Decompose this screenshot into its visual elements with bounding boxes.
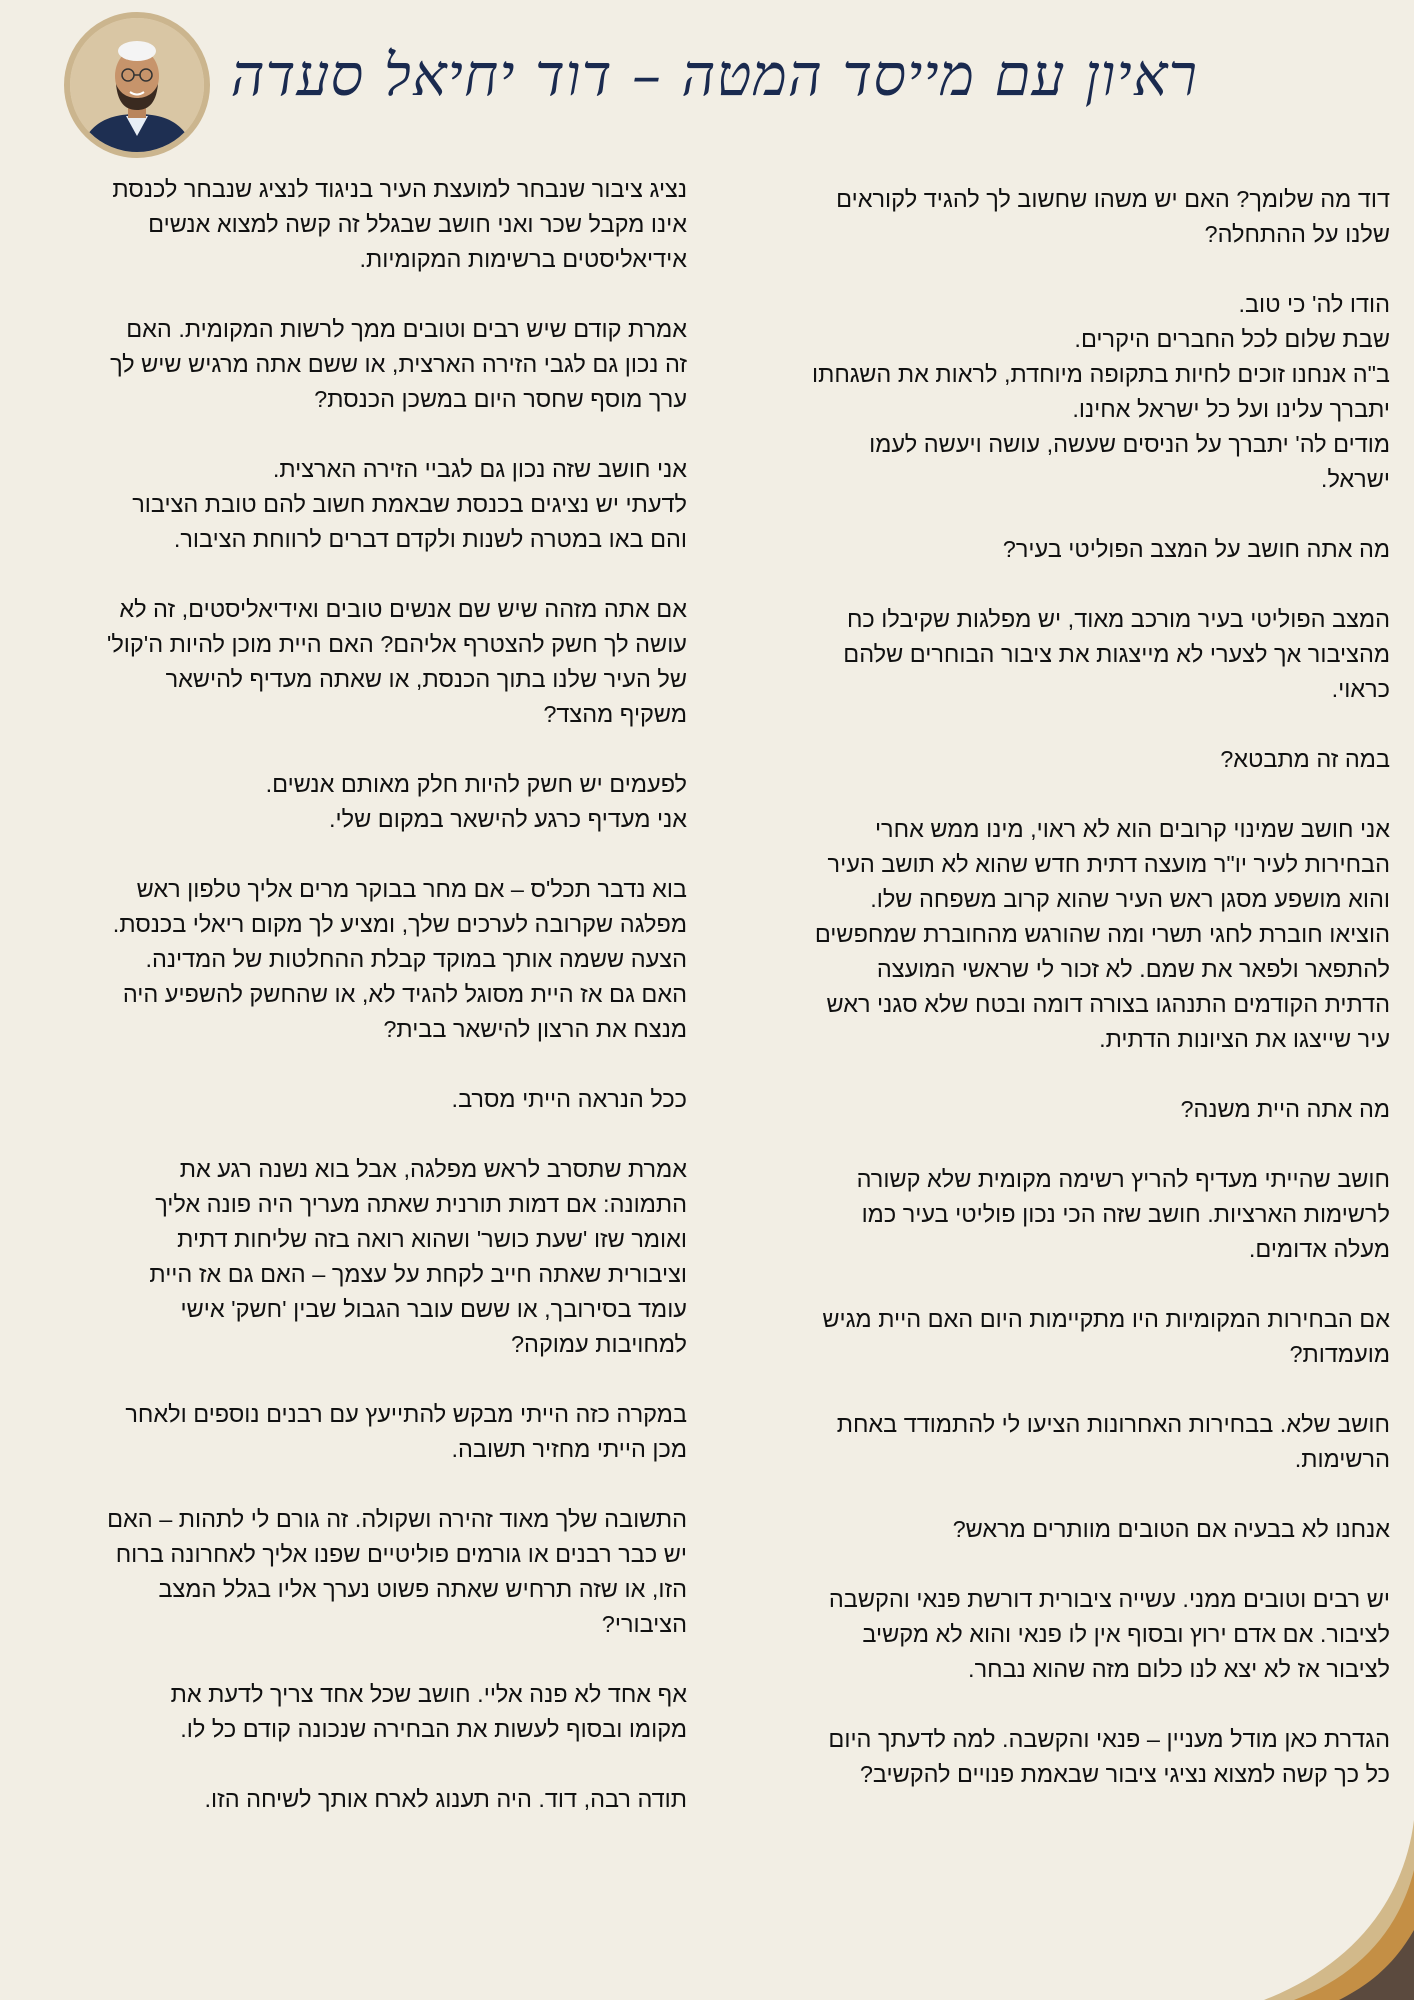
paragraph: דוד מה שלומך? האם יש משהו שחשוב לך להגיד לקוראים שלנו על ההתחלה?: [836, 186, 1390, 247]
paragraph: אמרת שתסרב לראש מפלגה, אבל בוא נשנה רגע את התמונה: אם דמות תורנית שאתה מעריך היה פונה אליך ואומר שזו 'שעת כושר' ושהוא רואה בזה שליחות דתית וציבורית שאתה חייב לקחת על עצמך – האם גם אז היית עומד בסירובך, או ששם עובר הגבול שבין 'חשק' אישי למחויבות עמוקה?: [149, 1156, 687, 1357]
interview-column-left: [23, 172, 687, 1852]
paragraph: הגדרת כאן מודל מעניין – פנאי והקשבה. למה לדעתך היום כל כך קשה למצוא נציגי ציבור שבאמת פנויים להקשיב?: [828, 1726, 1390, 1787]
paragraph: מה אתה חושב על המצב הפוליטי בעיר?: [1002, 536, 1390, 562]
paragraph: אני חושב שזה נכון גם לגביי הזירה הארצית. לדעתי יש נציגים בכנסת שבאמת חשוב להם טובת הציבור והם באו במטרה לשנות ולקדם דברים לרווחת הציבור.: [132, 456, 687, 552]
paragraph: אנחנו לא בבעיה אם הטובים מוותרים מראש?: [952, 1516, 1390, 1542]
paragraph: התשובה שלך מאוד זהירה ושקולה. זה גורם לי לתהות – האם יש כבר רבנים או גורמים פוליטיים שפנו אליך לאחרונה ברוח הזו, או שזה תרחיש שאתה פשוט נערך אליו בגלל המצב הציבורי?: [107, 1506, 687, 1637]
paragraph: במה זה מתבטא?: [1220, 746, 1390, 772]
paragraph: במקרה כזה הייתי מבקש להתייעץ עם רבנים נוספים ולאחר מכן הייתי מחזיר תשובה.: [125, 1401, 687, 1462]
paragraph: אם אתה מזהה שיש שם אנשים טובים ואידיאליסטים, זה לא עושה לך חשק להצטרף אליהם? האם היית מוכן להיות ה'קול' של העיר שלנו בתוך הכנסת, או שאתה מעדיף להישאר משקיף מהצד?: [106, 596, 687, 727]
paragraph: ככל הנראה הייתי מסרב.: [451, 1086, 687, 1112]
paragraph: חושב שהייתי מעדיף להריץ רשימה מקומית שלא קשורה לרשימות הארציות. חושב שזה הכי נכון פוליטי בעיר כמו מעלה אדומים.: [856, 1166, 1390, 1262]
paragraph: תודה רבה, דוד. היה תענוג לארח אותך לשיחה הזו.: [204, 1786, 687, 1812]
paragraph: אם הבחירות המקומיות היו מתקיימות היום האם היית מגיש מועמדות?: [822, 1306, 1390, 1367]
interview-column-right: [698, 182, 1390, 1827]
paragraph: לפעמים יש חשק להיות חלק מאותם אנשים. אני מעדיף כרגע להישאר במקום שלי.: [265, 771, 687, 832]
paragraph: מה אתה היית משנה?: [1180, 1096, 1390, 1122]
paragraph: בוא נדבר תכל'ס – אם מחר בבוקר מרים אליך טלפון ראש מפלגה שקרובה לערכים שלך, ומציע לך מקום ריאלי בכנסת. הצעה ששמה אותך במוקד קבלת ההחלטות של המדינה. האם גם אז היית מסוגל להגיד לא, או שהחשק להשפיע היה מנצח את הרצון להישאר בבית?: [112, 876, 687, 1042]
paragraph: חושב שלא. בבחירות האחרונות הציעו לי להתמודד באחת הרשימות.: [836, 1411, 1390, 1472]
portrait-icon: [70, 18, 204, 152]
paragraph: הודו לה' כי טוב. שבת שלום לכל החברים היקרים. ב"ה אנחנו זוכים לחיות בתקופה מיוחדת, לראות את השגחתו יתברך עלינו ועל כל ישראל אחינו. מודים לה' יתברך על הניסים שעשה, עושה ויעשה לעמו ישראל.: [812, 291, 1390, 492]
paragraph: אני חושב שמינוי קרובים הוא לא ראוי, מינו ממש אחרי הבחירות לעיר יו"ר מועצה דתית חדש שהוא לא תושב העיר והוא מושפע מסגן ראש העיר שהוא קרוב משפחה שלו. הוציאו חוברת לחגי תשרי ומה שהורגש מהחוברת שמחפשים להתפאר ולפאר את שמם. לא זכור לי שראשי המועצה הדתית הקודמים התנהגו בצורה דומה ובטח שלא סגני ראש עיר שייצגו את הציונות הדתית.: [814, 816, 1390, 1052]
paragraph: אמרת קודם שיש רבים וטובים ממך לרשות המקומית. האם זה נכון גם לגבי הזירה הארצית, או ששם אתה מרגיש שיש לך ערך מוסף שחסר היום במשכן הכנסת?: [110, 316, 687, 412]
paragraph: יש רבים וטובים ממני. עשייה ציבורית דורשת פנאי והקשבה לציבור. אם אדם ירוץ ובסוף אין לו פנאי והוא לא מקשיב לציבור אז לא יצא לנו כלום מזה שהוא נבחר.: [828, 1586, 1390, 1682]
portrait-avatar: [64, 12, 210, 158]
paragraph: אף אחד לא פנה אליי. חושב שכל אחד צריך לדעת את מקומו ובסוף לעשות את הבחירה שנכונה קודם כל לו.: [170, 1681, 687, 1742]
paragraph: נציג ציבור שנבחר למועצת העיר בניגוד לנציג שנבחר לכנסת אינו מקבל שכר ואני חושב שבגלל זה קשה למצוא אנשים אידיאליסטים ברשימות המקומיות.: [112, 176, 687, 272]
header: [60, 8, 1360, 166]
page-title: ראיון עם מייסד המטה – דוד יחיאל סעדה: [230, 41, 1198, 109]
paragraph: המצב הפוליטי בעיר מורכב מאוד, יש מפלגות שקיבלו כח מהציבור אך לצערי לא מייצגות את ציבור הבוחרים שלהם כראוי.: [843, 606, 1390, 702]
corner-decoration: [1254, 1780, 1414, 2000]
